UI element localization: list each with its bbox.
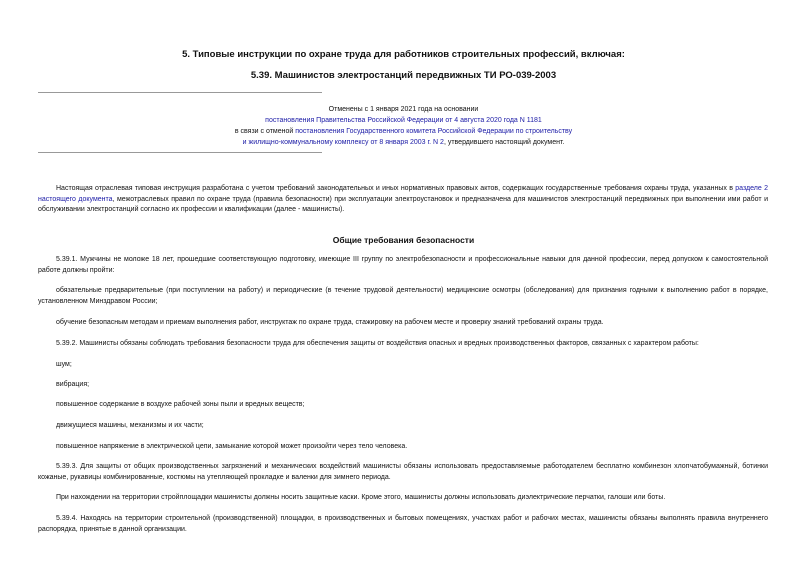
- hazard-vibration: вибрация;: [56, 381, 90, 388]
- notice-line-3-text: в связи с отменой: [234, 128, 296, 135]
- notice-line-4-text: , утвердившего настоящий документ.: [443, 139, 565, 146]
- top-divider: [38, 92, 322, 93]
- intro-paragraph: Настоящая отраслевая типовая инструкция разработана с учетом требований законодательных и иных нормативных правовых актов, содержащих государственные требования охраны труда, указанных в разделе 2 настоящего документа, межотраслевых правил по охране труда (правила безопасности) при эксплуатации электроустановок и предназначена для машинистов электростанций передвижных при выполнении ими работ и обслуживании электростанций согласно их профессии и квалификации (далее - машинисты).: [38, 185, 769, 213]
- paragraph-training: обучение безопасным методам и приемам выполнения работ, инструктаж по охране труда, стажировку на рабочем месте и проверку знаний требований охраны труда.: [56, 319, 604, 326]
- gosstroy-decree-link-part1[interactable]: постановления Государственного комитета Российской Федерации по строительству: [295, 128, 573, 135]
- bottom-divider: [38, 152, 322, 153]
- paragraph-helmets: При нахождении на территории стройплощадки машинисты должны носить защитные каски. Кроме этого, машинисты должны использовать диэлектрические перчатки, галоши или боты.: [56, 494, 666, 501]
- government-decree-link[interactable]: постановления Правительства Российской Федерации от 4 августа 2020 года N 1181: [265, 117, 542, 124]
- hazard-machines: движущиеся машины, механизмы и их части;: [56, 422, 204, 429]
- hazard-dust: повышенное содержание в воздухе рабочей зоны пыли и вредных веществ;: [56, 401, 305, 408]
- document-subheading: 5.39. Машинистов электростанций передвижных ТИ РО-039-2003: [250, 70, 557, 81]
- notice-line-1: Отменены с 1 января 2021 года на основании: [328, 106, 479, 113]
- paragraph-5-39-1: 5.39.1. Мужчины не моложе 18 лет, прошедшие соответствующую подготовку, имеющие III группу по электробезопасности и профессиональные навыки для данной профессии, перед допуском к самостоятельной работе должны пройти:: [38, 256, 768, 274]
- paragraph-5-39-4: 5.39.4. Находясь на территории строительной (производственной) площадки, в производственных и бытовых помещениях, участках работ и рабочих местах, машинисты обязаны выполнять правила внутреннего распорядка, принятые в данной организации.: [38, 515, 768, 533]
- paragraph-5-39-3: 5.39.3. Для защиты от общих производственных загрязнений и механических воздействий машинисты обязаны использовать предоставляемые работодателем бесплатно комбинезон хлопчатобумажный, ботинки кожаные, рукавицы комбинированные, костюмы на утепляющей прокладке и валенки для зимнего периода.: [38, 463, 768, 481]
- cancellation-notice: [0, 104, 807, 148]
- hazard-noise: шум;: [56, 361, 72, 368]
- section-2-link[interactable]: разделе 2 настоящего документа: [38, 185, 769, 203]
- section-title: Общие требования безопасности: [332, 235, 475, 245]
- gosstroy-decree-link-part2[interactable]: и жилищно-коммунальному комплексу от 8 января 2003 г. N 2: [242, 139, 444, 146]
- paragraph-5-39-2: 5.39.2. Машинисты обязаны соблюдать требования безопасности труда для обеспечения защиты от воздействия опасных и вредных производственных факторов, связанных с характером работы:: [56, 340, 699, 347]
- paragraph-medical: обязательные предварительные (при поступлении на работу) и периодические (в течение трудовой деятельности) медицинские осмотры (обследования) для признания годными к выполнению работ в порядке, установленном Минздравом России;: [38, 287, 768, 305]
- document-heading: 5. Типовые инструкции по охране труда для работников строительных профессий, включая:: [182, 49, 625, 60]
- hazard-voltage: повышенное напряжение в электрической цепи, замыкание которой может произойти через тело человека.: [56, 443, 408, 450]
